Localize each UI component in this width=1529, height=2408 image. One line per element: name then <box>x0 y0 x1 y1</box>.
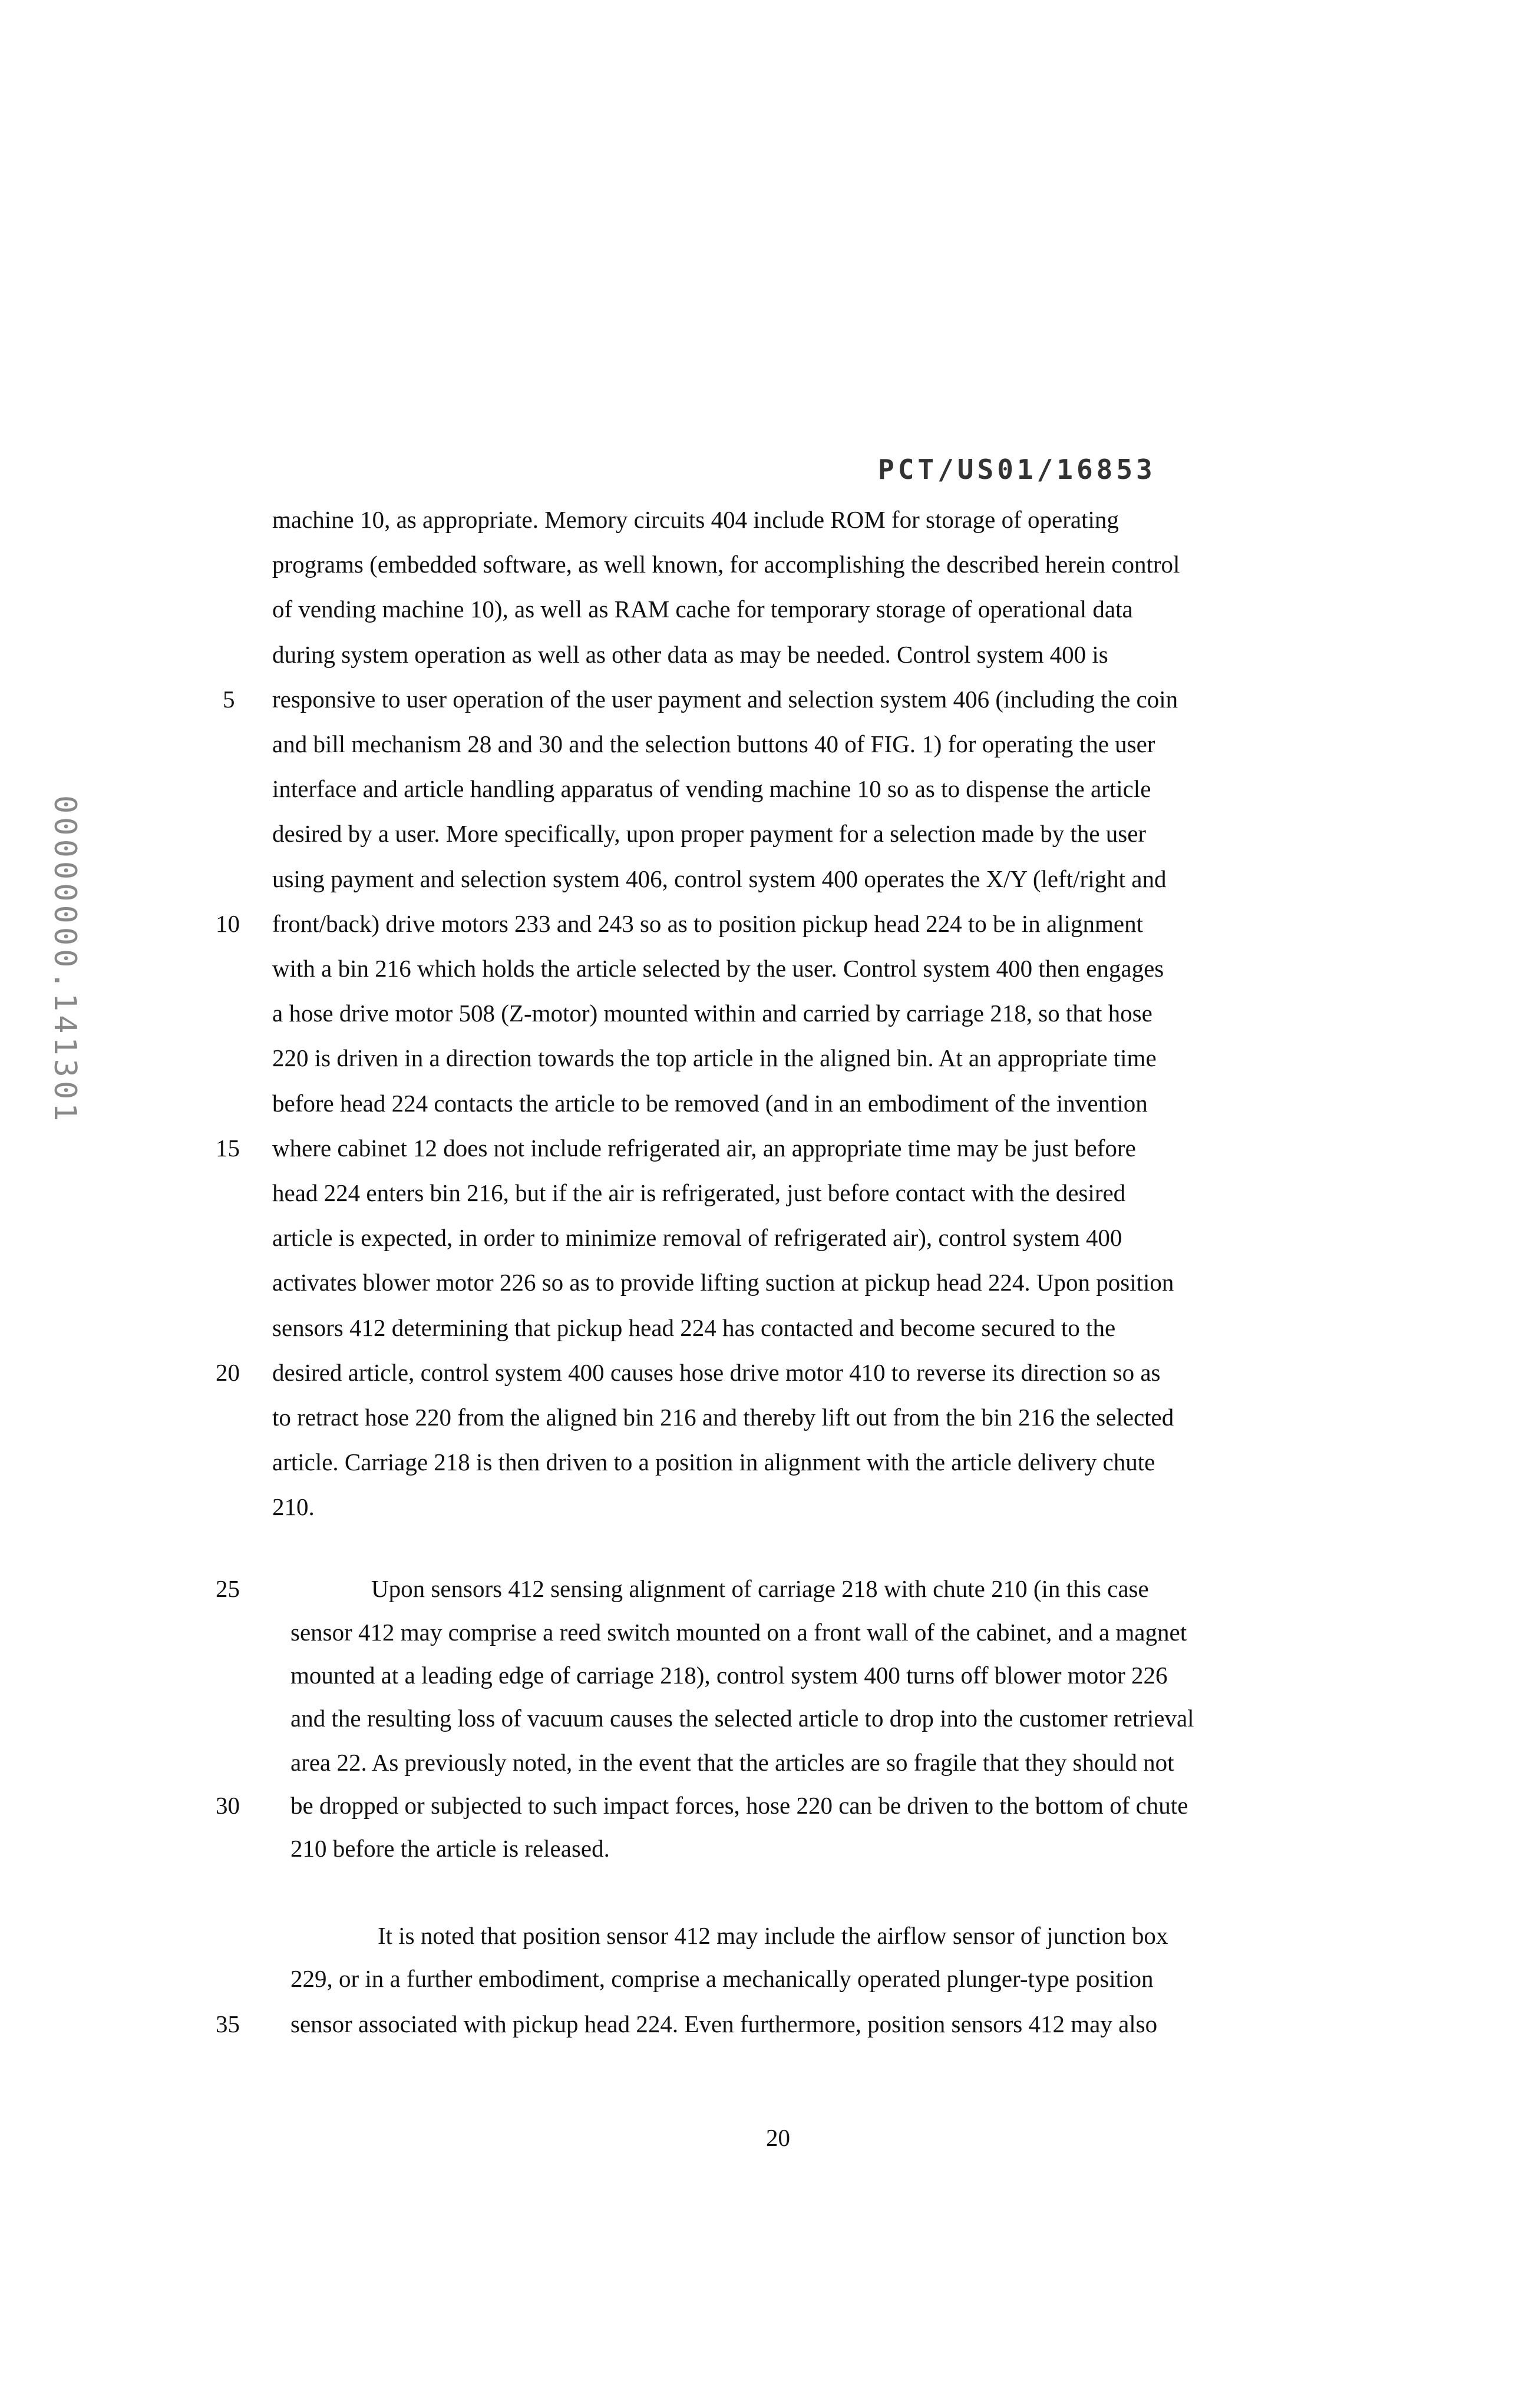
text-line: be dropped or subjected to such impact forces, hose 220 can be driven to the bottom of chute <box>290 1794 1188 1818</box>
line-number: 20 <box>216 1361 240 1385</box>
text-line: desired by a user. More specifically, upon proper payment for a selection made by the user <box>272 822 1146 846</box>
text-line: using payment and selection system 406, control system 400 operates the X/Y (left/right and <box>272 867 1166 891</box>
text-line: programs (embedded software, as well known, for accomplishing the described herein control <box>272 553 1180 577</box>
text-line: desired article, control system 400 causes hose drive motor 410 to reverse its direction so as <box>272 1361 1161 1385</box>
text-line: and bill mechanism 28 and 30 and the selection buttons 40 of FIG. 1) for operating the user <box>272 732 1155 756</box>
text-line: during system operation as well as other data as may be needed. Control system 400 is <box>272 643 1108 667</box>
text-line: mounted at a leading edge of carriage 218), control system 400 turns off blower motor 226 <box>290 1663 1168 1688</box>
text-line: 210. <box>272 1495 315 1519</box>
line-number: 15 <box>216 1136 240 1160</box>
text-line: sensors 412 determining that pickup head 224 has contacted and become secured to the <box>272 1316 1115 1340</box>
line-number: 35 <box>216 2012 240 2036</box>
text-line: sensor associated with pickup head 224. Even furthermore, position sensors 412 may also <box>290 2012 1157 2036</box>
text-line: 220 is driven in a direction towards the top article in the aligned bin. At an appropriate time <box>272 1046 1157 1070</box>
stamp-text: 00000000.141301 <box>47 795 82 1125</box>
text-line: to retract hose 220 from the aligned bin 216 and thereby lift out from the bin 216 the selected <box>272 1405 1174 1430</box>
text-line: head 224 enters bin 216, but if the air is refrigerated, just before contact with the desired <box>272 1181 1125 1205</box>
line-number: 5 <box>223 687 235 712</box>
text-line: with a bin 216 which holds the article selected by the user. Control system 400 then engages <box>272 957 1164 981</box>
text-line: Upon sensors 412 sensing alignment of carriage 218 with chute 210 (in this case <box>371 1577 1149 1601</box>
line-number: 25 <box>216 1577 240 1601</box>
application-number-header: PCT/US01/16853 <box>878 454 1156 485</box>
text-line: activates blower motor 226 so as to provide lifting suction at pickup head 224. Upon position <box>272 1271 1174 1295</box>
line-number: 30 <box>216 1794 240 1818</box>
side-stamp <box>41 795 94 1255</box>
page-number: 20 <box>766 2123 790 2152</box>
text-line: and the resulting loss of vacuum causes the selected article to drop into the customer retrieval <box>290 1706 1194 1731</box>
text-line: before head 224 contacts the article to be removed (and in an embodiment of the invention <box>272 1091 1148 1116</box>
text-line: of vending machine 10), as well as RAM cache for temporary storage of operational data <box>272 597 1133 621</box>
text-line: 229, or in a further embodiment, comprise a mechanically operated plunger-type position <box>290 1967 1153 1991</box>
text-line: a hose drive motor 508 (Z-motor) mounted within and carried by carriage 218, so that hose <box>272 1001 1152 1026</box>
text-line: front/back) drive motors 233 and 243 so as to position pickup head 224 to be in alignment <box>272 912 1143 936</box>
text-line: article. Carriage 218 is then driven to a position in alignment with the article delivery chute <box>272 1450 1155 1474</box>
text-line: sensor 412 may comprise a reed switch mounted on a front wall of the cabinet, and a magnet <box>290 1620 1187 1645</box>
text-line: area 22. As previously noted, in the event that the articles are so fragile that they should not <box>290 1751 1174 1775</box>
text-line: machine 10, as appropriate. Memory circuits 404 include ROM for storage of operating <box>272 508 1119 532</box>
text-line: 210 before the article is released. <box>290 1837 610 1861</box>
text-line: It is noted that position sensor 412 may include the airflow sensor of junction box <box>378 1924 1168 1948</box>
text-line: interface and article handling apparatus of vending machine 10 so as to dispense the article <box>272 777 1151 801</box>
text-line: where cabinet 12 does not include refrigerated air, an appropriate time may be just before <box>272 1136 1136 1160</box>
text-line: article is expected, in order to minimize removal of refrigerated air), control system 400 <box>272 1226 1122 1250</box>
text-line: responsive to user operation of the user payment and selection system 406 (including the coin <box>272 687 1178 712</box>
line-number: 10 <box>216 912 240 936</box>
